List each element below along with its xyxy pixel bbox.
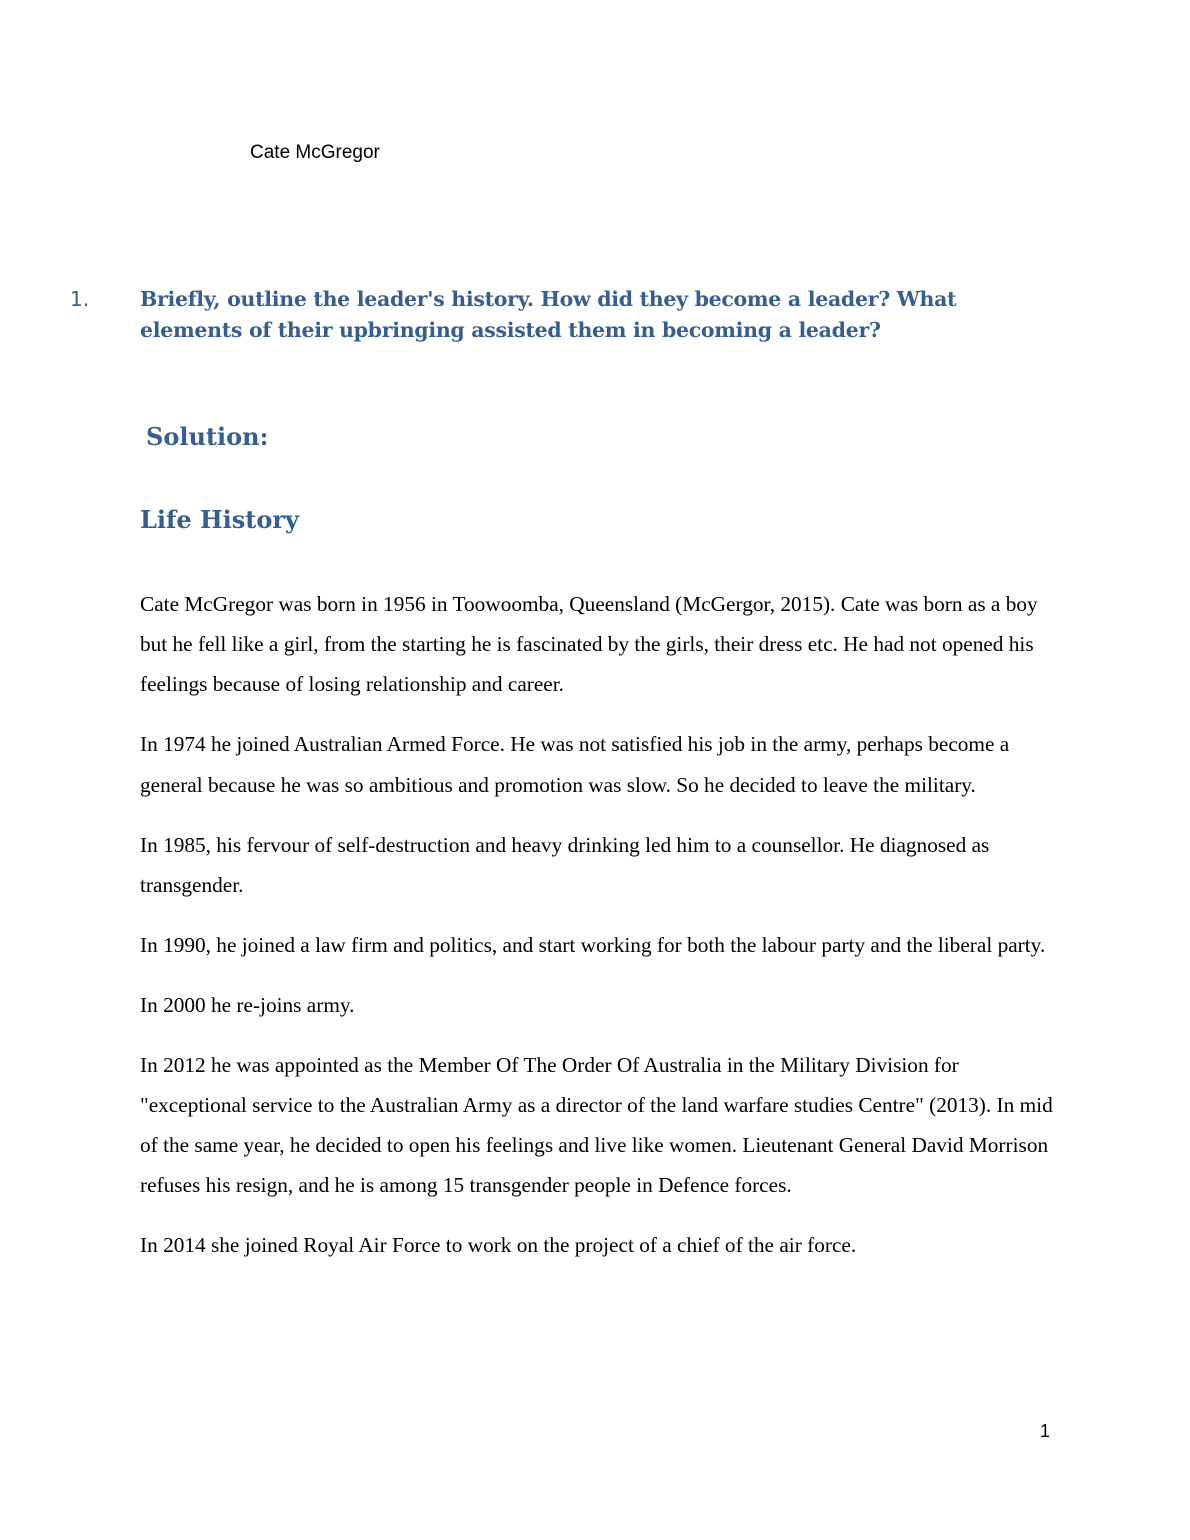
paragraph: Cate McGregor was born in 1956 in Toowoomba, Queensland (McGergor, 2015). Cate was born as a boy but he fell like a girl, from the starting he is fascinated by the girls, their dress etc. He had not opened his feelings because of losing relationship and career.: [140, 592, 1038, 697]
body-text: [140, 584, 1056, 1285]
page-number: 1: [1040, 1421, 1051, 1441]
paragraph: In 1985, his fervour of self-destruction and heavy drinking led him to a counsellor. He diagnosed as transgender.: [140, 832, 990, 897]
paragraph: In 1974 he joined Australian Armed Force. He was not satisfied his job in the army, perhaps become a general because he was so ambitious and promotion was slow. So he decided to leave the military.: [140, 732, 1010, 797]
solution-heading: Solution:: [146, 422, 269, 451]
header-author-name: Cate McGregor: [250, 142, 380, 163]
question-text: Briefly, outline the leader's history. How did they become a leader? What elements of their upbringing assisted them in becoming a leader?: [140, 287, 957, 342]
section-heading-life-history: Life History: [140, 505, 299, 534]
question-number: 1.: [70, 287, 90, 311]
paragraph: In 2014 she joined Royal Air Force to work on the project of a chief of the air force.: [140, 1233, 857, 1258]
paragraph: In 1990, he joined a law firm and politics, and start working for both the labour party and the liberal party.: [140, 932, 1046, 957]
paragraph: In 2012 he was appointed as the Member Of The Order Of Australia in the Military Division for "exceptional service to the Australian Army as a director of the land warfare studies Centre" (2013). In mid of the same year, he decided to open his feelings and live like women. Lieutenant General David Morrison refuses his resign, and he is among 15 transgender people in Defence forces.: [140, 1052, 1053, 1198]
paragraph: In 2000 he re-joins army.: [140, 992, 355, 1017]
